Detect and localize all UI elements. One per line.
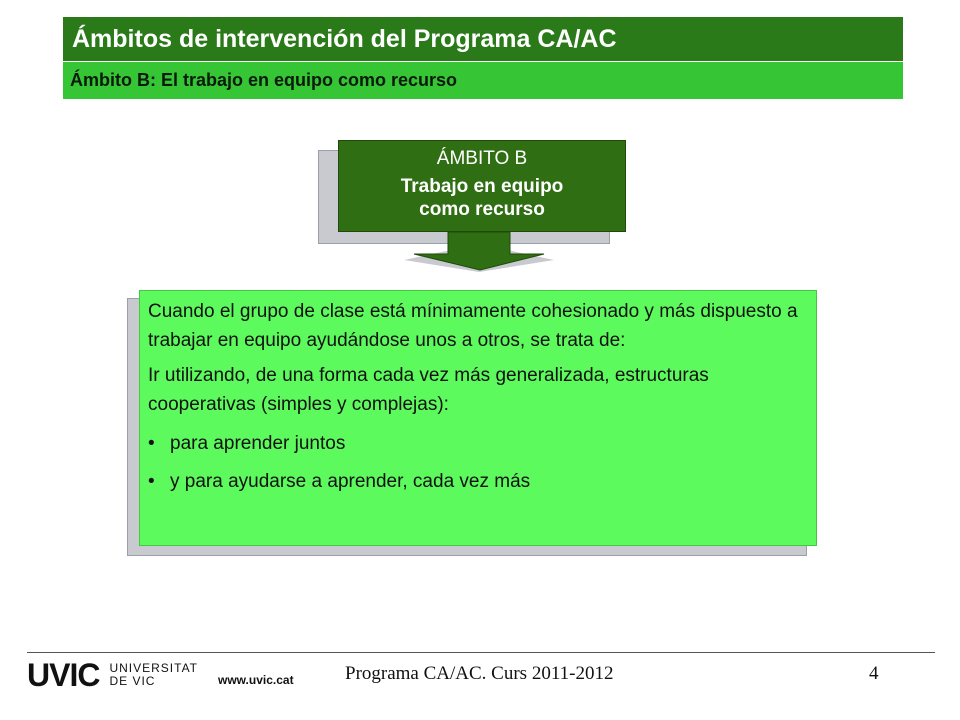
footer-course: Programa CA/AC. Curs 2011-2012 xyxy=(345,663,614,684)
content-paragraph-2: Ir utilizando, de una forma cada vez más generalizada, estructuras cooperativas (simples y complejas): xyxy=(148,365,709,415)
list-item xyxy=(148,429,816,458)
bullet-icon: • xyxy=(148,471,155,492)
bullet-icon: • xyxy=(148,433,155,454)
logo-line-2: DE VIC xyxy=(109,674,156,688)
ambito-box xyxy=(338,140,626,232)
uvic-logo xyxy=(27,657,199,693)
website-link[interactable]: www.uvic.cat xyxy=(218,673,294,687)
down-arrow-icon xyxy=(404,232,554,272)
ambito-line-1: Trabajo en equipo xyxy=(400,176,564,197)
slide-subtitle: Ámbito B: El trabajo en equipo como recurso xyxy=(63,62,903,99)
page-number: 4 xyxy=(869,663,879,684)
list-item xyxy=(148,467,816,496)
content-box xyxy=(139,290,817,546)
content-paragraph-1: Cuando el grupo de clase está mínimamente cohesionado y más dispuesto a trabajar en equipo ayudándose unos a otros, se trata de: xyxy=(148,301,798,351)
logo-line-1: UNIVERSITAT xyxy=(109,661,199,675)
ambito-heading: ÁMBITO B xyxy=(436,148,528,169)
footer-divider xyxy=(27,652,935,653)
logo-mark: UVIC xyxy=(27,657,100,693)
logo-words xyxy=(109,662,198,688)
list-item-text: y para ayudarse a aprender, cada vez más xyxy=(170,471,531,492)
ambito-line-2: como recurso xyxy=(419,199,545,220)
slide-title: Ámbitos de intervención del Programa CA/AC xyxy=(63,17,903,61)
list-item-text: para aprender juntos xyxy=(170,433,346,454)
